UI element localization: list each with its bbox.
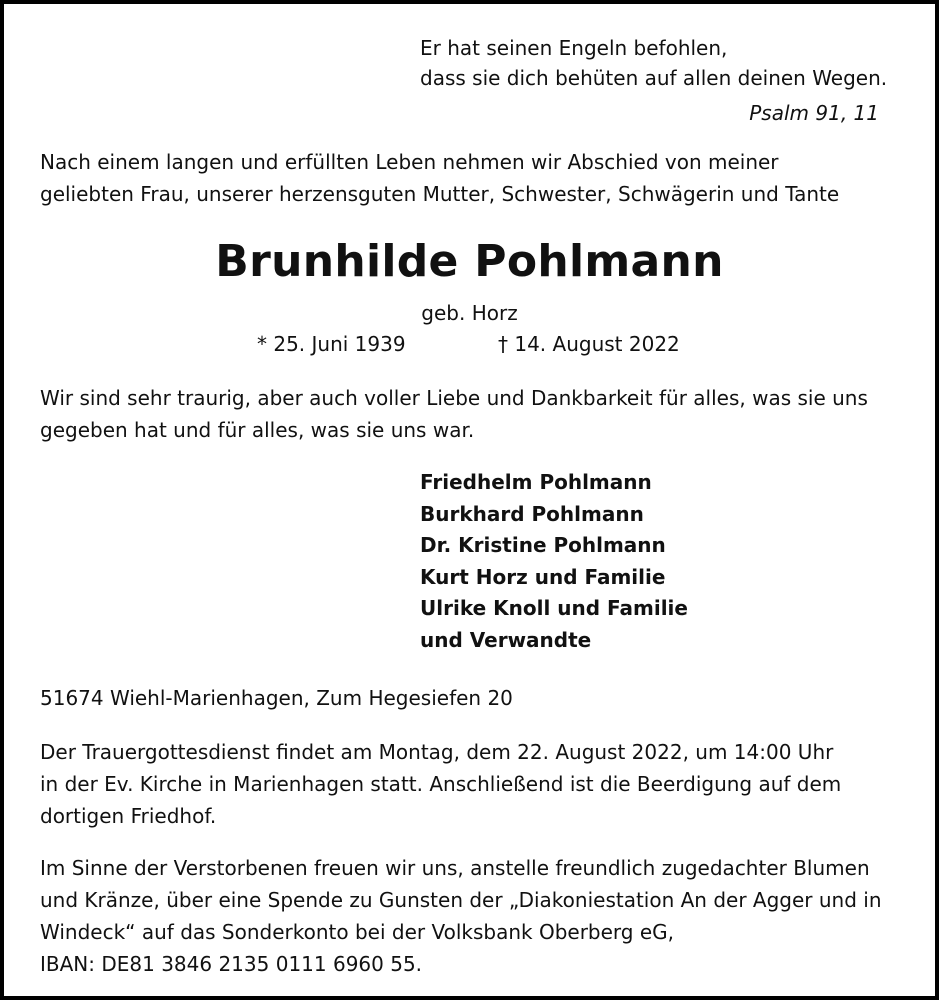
family-member: Kurt Horz und Familie xyxy=(420,564,666,589)
family-member: Friedhelm Pohlmann xyxy=(420,470,652,494)
service-line-2: in der Ev. Kirche in Marienhagen statt. Anschließend ist die Beerdigung auf dem xyxy=(40,772,842,796)
address: 51674 Wiehl-Marienhagen, Zum Hegesiefen 20 xyxy=(40,686,513,710)
bible-verse-line-2: dass sie dich behüten auf allen deinen Wegen. xyxy=(420,66,888,90)
family-member: Ulrike Knoll und Familie xyxy=(420,596,688,621)
intro-line-1: Nach einem langen und erfüllten Leben nehmen wir Abschied von meiner xyxy=(40,150,779,174)
donation-line-2: und Kränze, über eine Spende zu Gunsten der „Diakoniestation An der Agger und in xyxy=(40,888,882,912)
family-member: Dr. Kristine Pohlmann xyxy=(420,533,666,558)
verse-source: Psalm 91, 11 xyxy=(749,101,879,125)
service-line-1: Der Trauergottesdienst findet am Montag, dem 22. August 2022, um 14:00 Uhr xyxy=(40,740,834,764)
service-line-3: dortigen Friedhof. xyxy=(40,804,217,828)
maiden-name: geb. Horz xyxy=(421,301,518,325)
donation-line-1: Im Sinne der Verstorbenen freuen wir uns, anstelle freundlich zugedachter Blumen xyxy=(40,856,870,880)
intro-text xyxy=(40,146,910,210)
birth-date: * 25. Juni 1939 xyxy=(257,332,406,356)
donation-info xyxy=(40,852,882,980)
iban: IBAN: DE81 3846 2135 0111 6960 55. xyxy=(40,952,423,976)
grief-text xyxy=(40,382,868,446)
bible-verse-line-1: Er hat seinen Engeln befohlen, xyxy=(420,36,728,60)
family-list xyxy=(420,466,688,656)
grief-line-1: Wir sind sehr traurig, aber auch voller Liebe und Dankbarkeit für alles, was sie uns xyxy=(40,386,868,410)
service-info xyxy=(40,736,841,832)
family-member: Burkhard Pohlmann xyxy=(420,501,644,526)
family-member: und Verwandte xyxy=(420,627,592,652)
grief-line-2: gegeben hat und für alles, was sie uns war. xyxy=(40,418,475,442)
deceased-name: Brunhilde Pohlmann xyxy=(215,236,724,287)
death-date: † 14. August 2022 xyxy=(498,332,680,356)
donation-line-3: Windeck“ auf das Sonderkonto bei der Volksbank Oberberg eG, xyxy=(40,920,675,944)
intro-line-2: geliebten Frau, unserer herzensguten Mutter, Schwester, Schwägerin und Tante xyxy=(40,182,840,206)
